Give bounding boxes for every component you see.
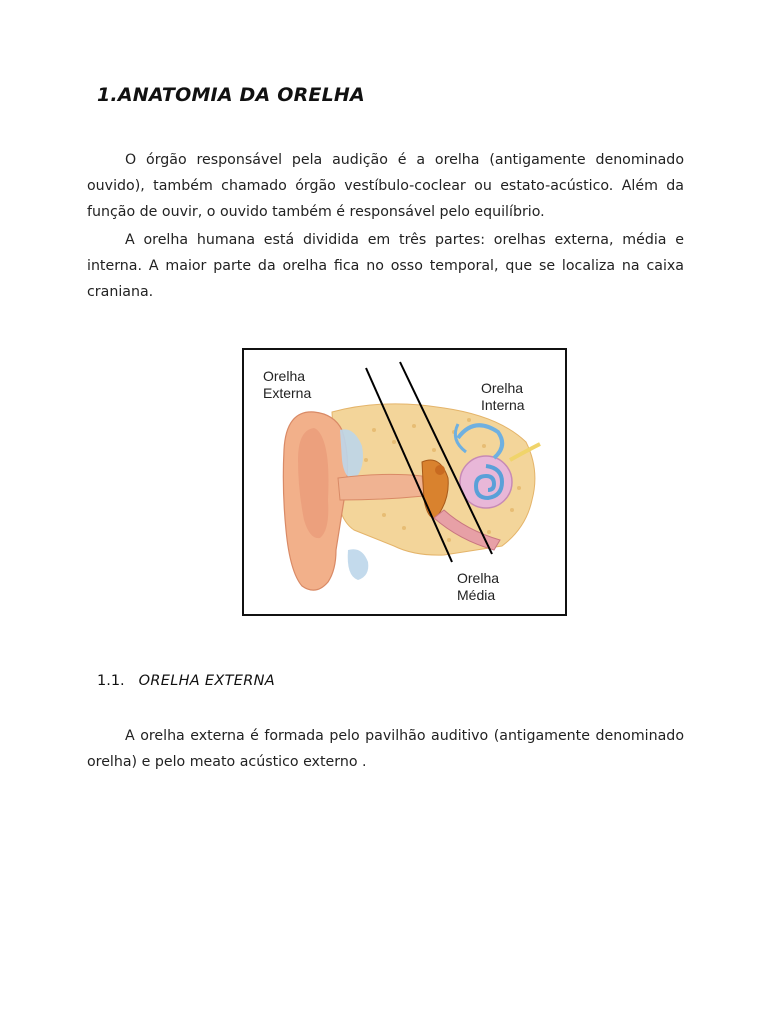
paragraph-orelha-externa: A orelha externa é formada pelo pavilhão auditivo (antigamente denominado orelha) e pelo meato acústico externo . [87,728,684,770]
paragraph-divisions: A orelha humana está dividida em três partes: orelhas externa, média e interna. A maior parte da orelha fica no osso temporal, que se localiza na caixa craniana. [87,232,684,300]
label-line: Interna [481,397,525,413]
ear-anatomy-figure [242,348,567,616]
label-orelha-externa [263,368,311,402]
label-line: Externa [263,385,312,401]
paragraph-intro: O órgão responsável pela audição é a orelha (antigamente denominado ouvido), também chamado órgão vestíbulo-coclear ou estato-acústico. Além da função de ouvir, o ouvido também é responsável pelo equilíbrio. [87,152,684,220]
section-heading [97,673,275,689]
section-number: 1.1. [97,673,125,689]
label-line: Orelha [481,380,524,396]
label-orelha-interna [481,380,525,414]
page-title: 1.ANATOMIA DA ORELHA [97,84,365,106]
section-title: ORELHA EXTERNA [138,673,275,689]
label-line: Orelha [457,570,500,586]
label-line: Média [457,587,496,603]
label-orelha-media [457,570,499,604]
label-line: Orelha [263,368,306,384]
